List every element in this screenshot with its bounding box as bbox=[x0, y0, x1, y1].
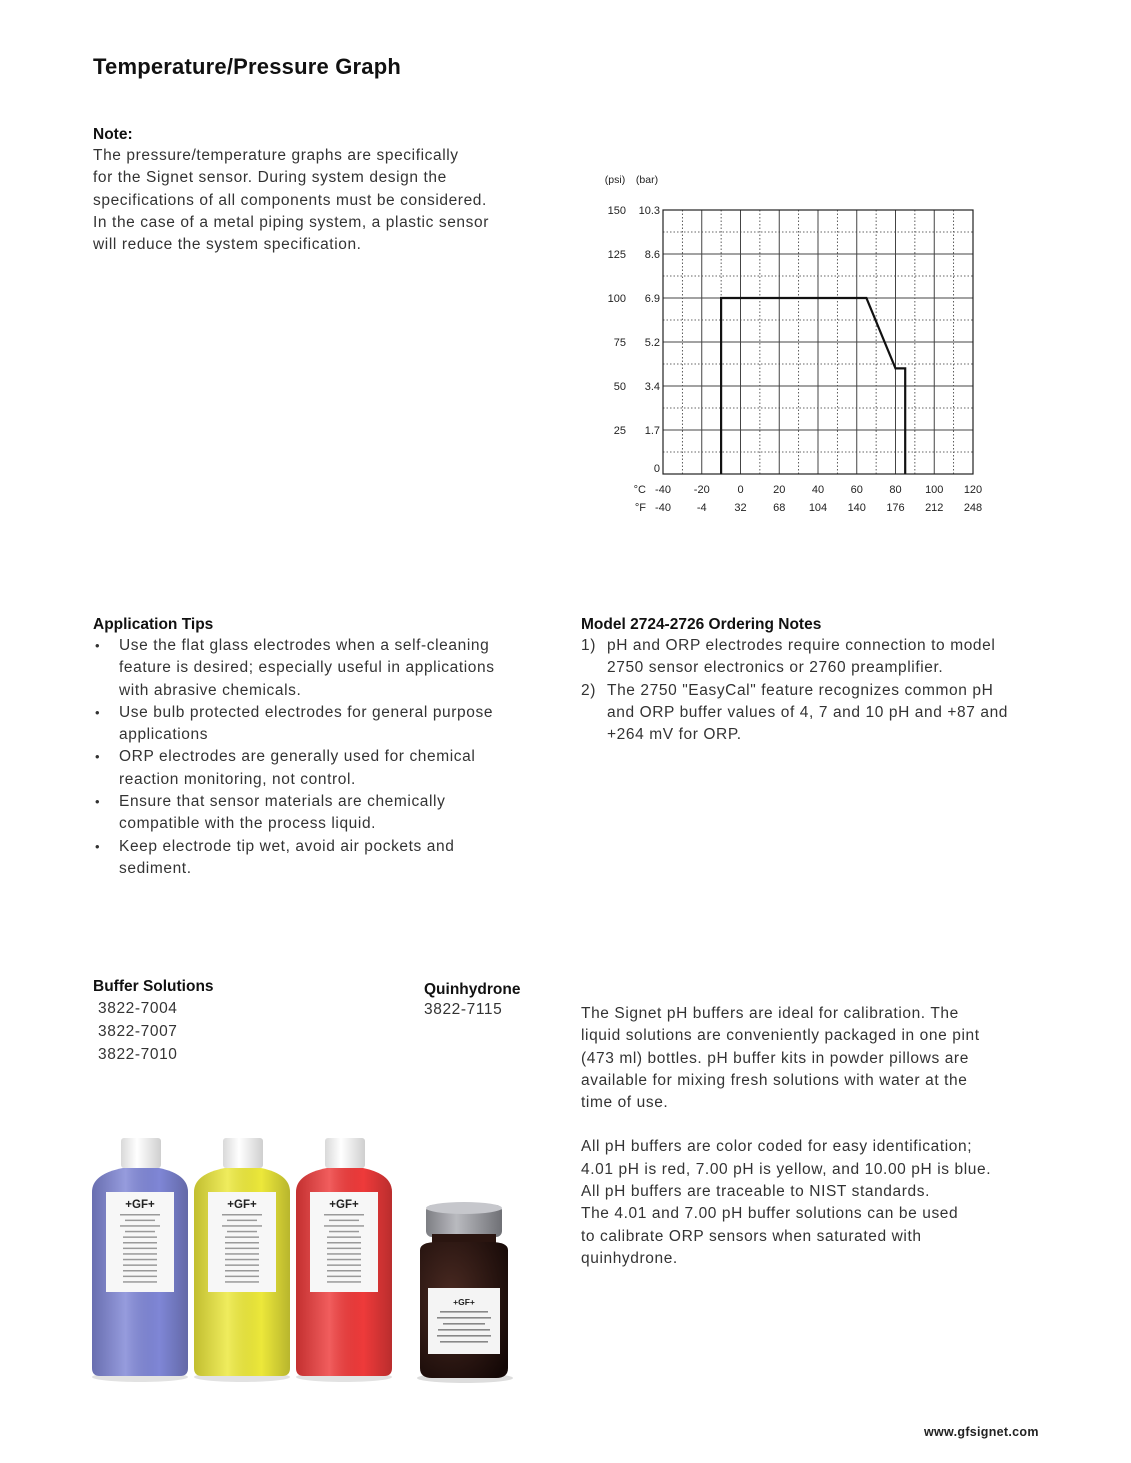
tip-item: • Use the flat glass electrodes when a self-cleaning feature is desired; especially useful in applications with abrasive chemicals. bbox=[93, 635, 543, 702]
x-tick-label-c: 60 bbox=[850, 484, 863, 496]
part-number: 3822-7010 bbox=[98, 1046, 178, 1063]
note-line: for the Signet sensor. During system design the bbox=[93, 169, 447, 187]
x-tick-label-c: 40 bbox=[811, 484, 825, 496]
y-tick-label-psi: 100 bbox=[607, 293, 626, 305]
description-line: liquid solutions are conveniently packaged in one pint bbox=[581, 1027, 980, 1045]
application-tips bbox=[93, 616, 543, 880]
y-tick-label-psi: 25 bbox=[613, 425, 626, 437]
tip-item: • Use bulb protected electrodes for general purpose applications bbox=[93, 702, 543, 747]
note-heading: Note: bbox=[93, 126, 133, 143]
buffer-bottle bbox=[296, 1138, 392, 1382]
ordering-notes-list bbox=[581, 635, 1041, 746]
y-tick-label-psi: 75 bbox=[613, 337, 626, 349]
description-line: time of use. bbox=[581, 1094, 669, 1112]
y-tick-label-psi: 0 bbox=[653, 463, 660, 475]
ordering-note-item: 1) pH and ORP electrodes require connection to model 2750 sensor electronics or 2760 preamplifier. bbox=[581, 637, 996, 677]
y-tick-label-bar: 3.4 bbox=[644, 381, 660, 393]
x-tick-label-f: -40 bbox=[655, 502, 671, 514]
y-tick-label-bar: 5.2 bbox=[644, 337, 660, 349]
description-line: All pH buffers are traceable to NIST standards. bbox=[581, 1183, 930, 1201]
tip-item: • Keep electrode tip wet, avoid air pockets and sediment. bbox=[93, 836, 543, 881]
page-title: Temperature/Pressure Graph bbox=[93, 54, 402, 79]
tip-item: • Ensure that sensor materials are chemically compatible with the process liquid. bbox=[93, 791, 543, 836]
description-line: The 4.01 and 7.00 pH buffer solutions can be used bbox=[581, 1205, 959, 1223]
y-tick-label-psi: 150 bbox=[607, 205, 626, 217]
buffer-bottle bbox=[194, 1138, 290, 1382]
application-tips-heading: Application Tips bbox=[93, 616, 214, 633]
ordering-notes-heading: Model 2724-2726 Ordering Notes bbox=[581, 616, 822, 633]
description-line: All pH buffers are color coded for easy identification; bbox=[581, 1138, 973, 1156]
part-number: 3822-7004 bbox=[98, 1000, 178, 1017]
jar-logo: +GF+ bbox=[453, 1297, 475, 1307]
bottle-logo: +GF+ bbox=[227, 1199, 257, 1211]
buffer-solutions bbox=[93, 978, 214, 1066]
y-unit-psi: (psi) bbox=[604, 174, 626, 186]
description-line: The Signet pH buffers are ideal for calibration. The bbox=[581, 1005, 959, 1022]
description-line: available for mixing fresh solutions with water at the bbox=[581, 1071, 968, 1089]
x-tick-label-f: 104 bbox=[808, 502, 828, 514]
temperature-pressure-chart bbox=[590, 165, 1010, 525]
x-tick-label-c: 0 bbox=[737, 484, 744, 496]
description-line: (473 ml) bottles. pH buffer kits in powder pillows are bbox=[581, 1049, 969, 1067]
quinhydrone bbox=[424, 981, 520, 1021]
buffer-description bbox=[581, 1003, 1041, 1270]
x-tick-label-f: -4 bbox=[696, 502, 707, 514]
y-unit-bar: (bar) bbox=[635, 174, 659, 186]
quinhydrone-jar bbox=[417, 1202, 513, 1383]
y-tick-label-bar: 8.6 bbox=[644, 249, 660, 261]
product-photo bbox=[88, 1130, 528, 1390]
quinhydrone-heading: Quinhydrone bbox=[424, 981, 521, 998]
note-line: specifications of all components must be considered. bbox=[93, 191, 487, 209]
buffer-bottle bbox=[92, 1138, 188, 1382]
part-number: 3822-7115 bbox=[424, 1001, 503, 1018]
bottle-logo: +GF+ bbox=[329, 1199, 359, 1211]
x-tick-label-f: 248 bbox=[963, 502, 983, 514]
ordering-note-item: 2) The 2750 "EasyCal" feature recognizes common pH and ORP buffer values of 4, 7 and 10 pH and +87 and +264 mV for ORP. bbox=[581, 681, 1009, 744]
x-tick-label-f: 212 bbox=[925, 502, 944, 514]
bottle-logo: +GF+ bbox=[125, 1199, 155, 1211]
bottle-cap bbox=[325, 1138, 365, 1168]
y-tick-label-bar: 10.3 bbox=[638, 205, 660, 217]
x-tick-label-c: 80 bbox=[889, 484, 902, 496]
x-tick-label-c: 120 bbox=[963, 484, 983, 496]
note-line: The pressure/temperature graphs are specifically bbox=[93, 147, 459, 164]
x-tick-label-f: 68 bbox=[773, 502, 786, 514]
note-section bbox=[93, 126, 489, 256]
x-tick-label-c: 100 bbox=[925, 484, 944, 496]
x-tick-label-f: 140 bbox=[847, 502, 866, 514]
x-tick-label-f: 176 bbox=[886, 502, 905, 514]
quinhydrone-part-list bbox=[424, 998, 520, 1021]
y-tick-label-bar: 1.7 bbox=[644, 425, 660, 437]
y-tick-label-psi: 50 bbox=[613, 381, 626, 393]
description-line: 4.01 pH is red, 7.00 pH is yellow, and 10.00 pH is blue. bbox=[581, 1160, 992, 1178]
x-unit-f: °F bbox=[634, 502, 646, 514]
buffer-part-list bbox=[93, 997, 214, 1066]
bottle-cap bbox=[223, 1138, 263, 1168]
website-url: www.gfsignet.com bbox=[924, 1425, 1039, 1439]
x-tick-label-c: 20 bbox=[773, 484, 786, 496]
x-unit-c: °C bbox=[633, 484, 646, 496]
ordering-notes bbox=[581, 616, 1041, 746]
note-line: In the case of a metal piping system, a plastic sensor bbox=[93, 213, 489, 231]
x-tick-label-f: 32 bbox=[734, 502, 747, 514]
description-line: quinhydrone. bbox=[581, 1249, 678, 1267]
buffer-solutions-heading: Buffer Solutions bbox=[93, 978, 214, 995]
x-tick-label-c: -40 bbox=[655, 484, 671, 496]
part-number: 3822-7007 bbox=[98, 1023, 178, 1040]
y-tick-label-bar: 6.9 bbox=[644, 293, 660, 305]
x-tick-label-c: -20 bbox=[693, 484, 710, 496]
tips-list bbox=[93, 635, 543, 880]
description-line: to calibrate ORP sensors when saturated with bbox=[581, 1227, 922, 1245]
note-text bbox=[93, 145, 489, 256]
tip-item: • ORP electrodes are generally used for chemical reaction monitoring, not control. bbox=[93, 746, 543, 791]
bottle-cap bbox=[121, 1138, 161, 1168]
y-tick-label-psi: 125 bbox=[607, 249, 626, 261]
note-line: will reduce the system specification. bbox=[93, 236, 362, 254]
